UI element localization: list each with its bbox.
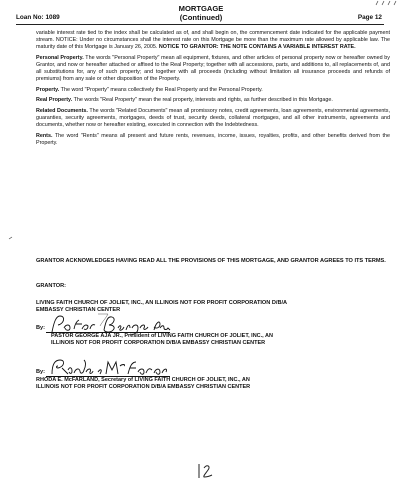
paragraph-text: The words "Real Property" mean the real property, interests and rights, as further described in this Mortgage. xyxy=(73,97,333,104)
loan-number: Loan No: 1089 xyxy=(16,14,60,21)
paragraph-related-documents xyxy=(36,108,390,129)
paragraph-text: The words "Personal Property" mean all equipment, fixtures, and other articles of personal property now or hereafter owned by Grantor, and now or hereafter attached or affixed to the Real Property; together with all accessions, parts, and additions to, all replacements of, and all substitutions for, any of such property; and together with all proceeds (including without limitation all insurance proceeds and refunds of premiums) from any sale or other disposition of the Property. xyxy=(36,54,390,82)
term-heading: Real Property. xyxy=(36,97,73,104)
term-heading: Property. xyxy=(36,86,60,93)
paragraph-text: The word "Rents" means all present and future rents, revenues, income, issues, royalties, profits, and other benefits derived from the Property. xyxy=(36,132,390,146)
title-continued: (Continued) xyxy=(179,13,223,22)
grantor-acknowledgment: GRANTOR ACKNOWLEDGES HAVING READ ALL THE PROVISIONS OF THIS MORTGAGE, AND GRANTOR AGREES TO ITS TERMS. xyxy=(36,258,386,264)
header-rule xyxy=(16,24,384,25)
term-heading: Related Documents. xyxy=(36,107,88,114)
variable-rate-notice: NOTICE TO GRANTOR: THE NOTE CONTAINS A VARIABLE INTEREST RATE. xyxy=(158,44,356,51)
signature-by-label: By: xyxy=(36,325,46,331)
handwritten-page-mark xyxy=(196,462,220,480)
paragraph-variable-rate xyxy=(36,30,390,51)
signature-by-label: By: xyxy=(36,369,46,375)
definitions-section xyxy=(36,30,390,150)
signature-rhoda-mcfarland xyxy=(46,356,176,378)
grantor-entity-name: LIVING FAITH CHURCH OF JOLIET, INC., AN ILLINOIS NOT FOR PROFIT CORPORATION D/B/A EMBASSY CHRISTIAN CENTER xyxy=(36,300,287,314)
paragraph-text: variable interest rate tied to the index shall be calculated as of, and shall begin on, the commencement date indicated for the applicable payment stream. NOTICE: Under no circumstances shall the interest rate on this Mortgage be more than the maximum rate allowed by applicable law. The maturity date of this Mortgage is January 26, 2005. xyxy=(36,30,390,51)
paragraph-rents xyxy=(36,133,390,147)
title-mortgage: MORTGAGE xyxy=(178,4,224,13)
paragraph-real-property xyxy=(36,97,390,104)
term-heading: Personal Property. xyxy=(36,54,84,61)
paragraph-personal-property xyxy=(36,55,390,83)
signer-block-president: PASTOR GEORGE AJA JR., President of LIVING FAITH CHURCH OF JOLIET, INC., AN ILLINOIS NOT FOR PROFIT CORPORATION D/B/A EMBASSY CHRISTIAN CENTER xyxy=(51,333,273,347)
signer-block-secretary: RHODA E. McFARLAND, Secretary of LIVING FAITH CHURCH OF JOLIET, INC., AN ILLINOIS NOT FOR PROFIT CORPORATION D/B/A EMBASSY CHRISTIAN CENTER xyxy=(36,377,251,391)
page-number: Page 12 xyxy=(357,14,382,21)
paragraph-property xyxy=(36,87,390,94)
paragraph-text: The word "Property" means collectively the Real Property and the Personal Property. xyxy=(60,86,263,93)
grantor-label: GRANTOR: xyxy=(36,283,67,289)
document-title xyxy=(0,4,402,22)
term-heading: Rents. xyxy=(36,132,53,139)
margin-pen-mark xyxy=(8,236,14,240)
paragraph-text: The words "Related Documents" mean all promissory notes, credit agreements, loan agreements, environmental agreements, guaranties, security agreements, mortgages, deeds of trust, security deeds, collateral mortgages, and all other instruments, agreements and documents, whether now or hereafter existing, executed in connection with the Indebtedness. xyxy=(36,107,391,128)
